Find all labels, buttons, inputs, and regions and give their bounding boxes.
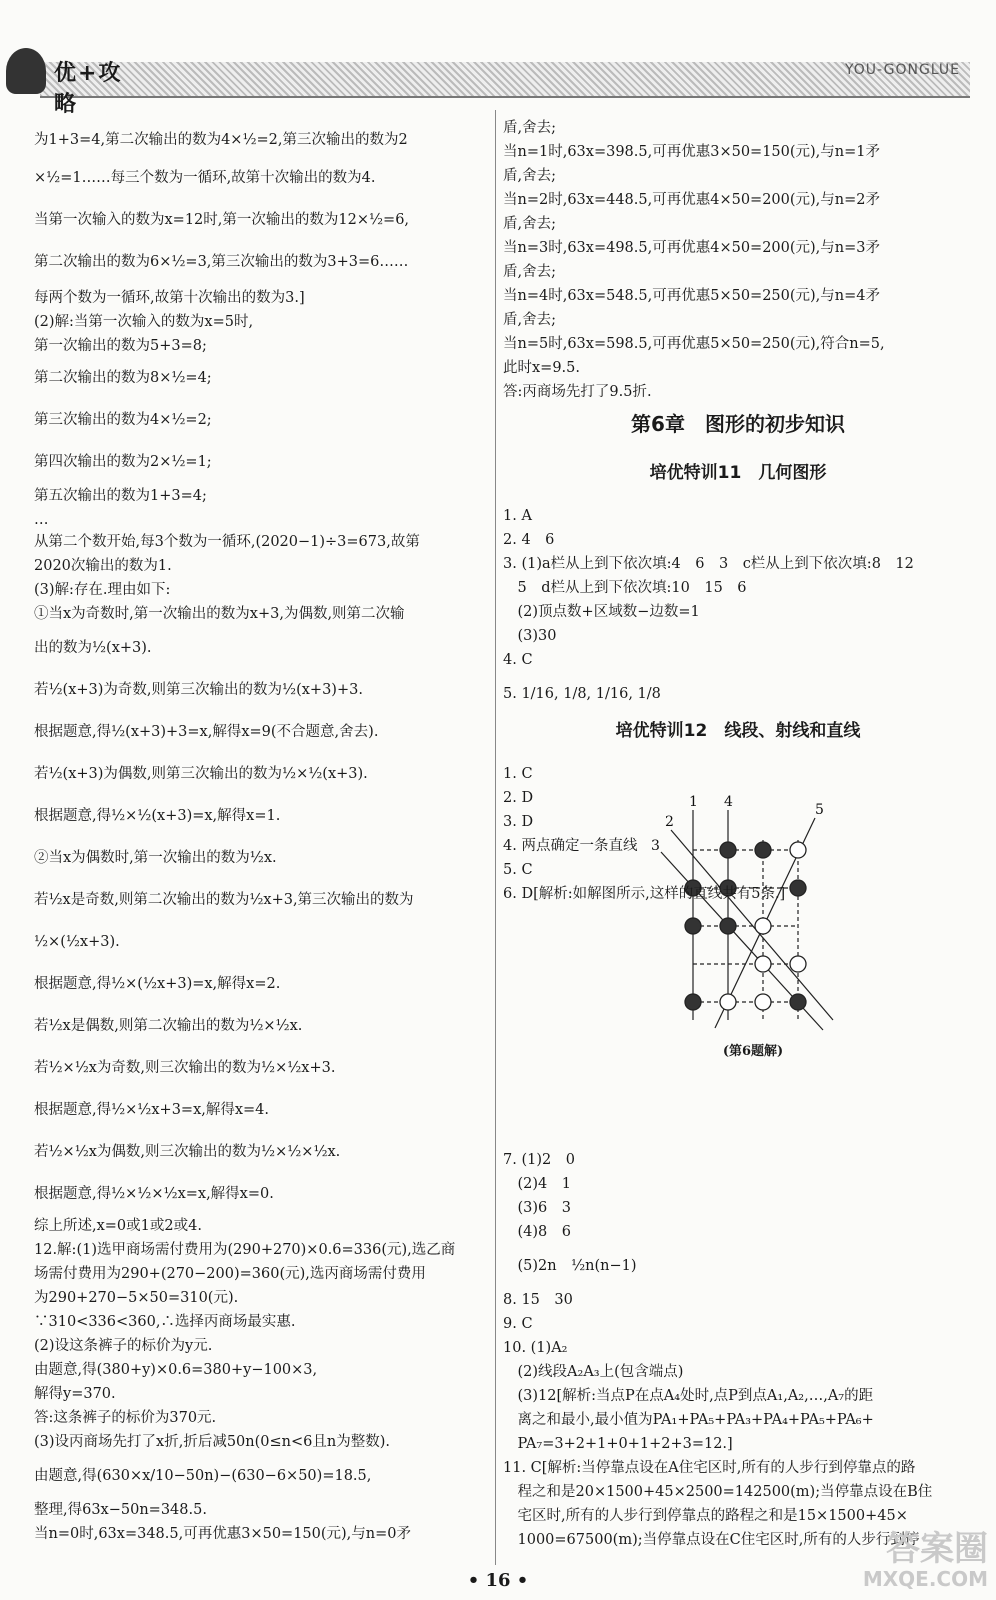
page-number: • 16 •	[467, 1570, 529, 1591]
text-line: 当n=0时,63x=348.5,可再优惠3×50=150(元),与n=0矛	[34, 1526, 412, 1542]
text-line: 当n=3时,63x=498.5,可再优惠4×50=200(元),与n=3矛	[503, 240, 881, 256]
text-line: 综上所述,x=0或1或2或4.	[34, 1218, 202, 1234]
text-line: 由题意,得(380+y)×0.6=380+y−100×3,	[34, 1362, 318, 1378]
text-line: (3)设丙商场先打了x折,折后减50n(0≤n<6且n为整数).	[34, 1434, 390, 1450]
text-line: 1000=67500(m);当停靠点设在C住宅区时,所有的人步行到停	[503, 1532, 920, 1548]
watermark-text: 答案圈	[886, 1529, 988, 1569]
text-line: 盾,舍去;	[503, 264, 556, 280]
text-line: 5. C	[503, 862, 533, 878]
page-header	[0, 0, 996, 117]
text-line: 宅区时,所有的人步行到停靠点的路程之和是15×1500+45×	[503, 1508, 908, 1524]
text-line: ½×(½x+3).	[34, 934, 120, 950]
text-line: (3)12[解析:当点P在点A₄处时,点P到点A₁,A₂,…,A₇的距	[503, 1388, 874, 1404]
text-line: …	[34, 512, 49, 528]
text-line: 3. (1)a栏从上到下依次填:4 6 3 c栏从上到下依次填:8 12	[503, 556, 914, 572]
text-line: 从第二个数开始,每3个数为一循环,(2020−1)÷3=673,故第	[34, 534, 420, 550]
text-line: 1. A	[503, 508, 532, 524]
text-line: (2)线段A₂A₃上(包含端点)	[503, 1364, 684, 1380]
text-line: 为1+3=4,第二次输出的数为4×½=2,第三次输出的数为2	[34, 132, 408, 148]
chapter-title: 第6章 图形的初步知识	[631, 412, 845, 436]
text-line: 盾,舍去;	[503, 120, 556, 136]
text-line: (2)解:当第一次输入的数为x=5时,	[34, 314, 254, 330]
text-line: 离之和最小,最小值为PA₁+PA₅+PA₃+PA₄+PA₅+PA₆+	[503, 1412, 874, 1428]
text-line: 2. D	[503, 790, 534, 806]
text-line: 6. D[解析:如解图所示,这样的直线共有5条.]	[503, 886, 786, 902]
text-line: 若½×½x为偶数,则三次输出的数为½×½×½x.	[34, 1144, 341, 1160]
figure-label: 1	[689, 794, 698, 810]
logo-text: 优+攻略	[54, 61, 123, 117]
text-line: 由题意,得(630×x/10−50n)−(630−6×50)=18.5,	[34, 1468, 372, 1484]
text-line: 7. (1)2 0	[503, 1152, 575, 1168]
column-divider	[495, 110, 496, 1565]
text-line: 整理,得63x−50n=348.5.	[34, 1502, 207, 1518]
text-line: 根据题意,得½×½x+3=x,解得x=4.	[34, 1102, 270, 1118]
text-line: 9. C	[503, 1316, 533, 1332]
text-line: 5. 1/16, 1/8, 1/16, 1/8	[503, 686, 661, 702]
text-line: 根据题意,得½(x+3)+3=x,解得x=9(不合题意,舍去).	[34, 724, 379, 740]
watermark-url: MXQE.COM	[862, 1567, 988, 1591]
text-line: 第三次输出的数为4×½=2;	[34, 412, 212, 428]
text-line: 若½x是偶数,则第二次输出的数为½×½x.	[34, 1018, 303, 1034]
section-title-12: 培优特训12 线段、射线和直线	[615, 721, 861, 741]
figure-label: 5	[815, 802, 824, 818]
text-line: 答:丙商场先打了9.5折.	[503, 384, 652, 400]
text-line: (2)顶点数+区域数−边数=1	[503, 604, 700, 620]
text-line: PA₇=3+2+1+0+1+2+3=12.]	[503, 1436, 733, 1452]
text-line: ×½=1……每三个数为一循环,故第十次输出的数为4.	[34, 170, 376, 186]
section-title-11: 培优特训11 几何图形	[649, 463, 827, 483]
figure-label: 4	[724, 794, 733, 810]
text-line: 1. C	[503, 766, 533, 782]
text-line: (3)6 3	[503, 1200, 571, 1216]
text-line: (3)解:存在.理由如下:	[34, 582, 171, 598]
text-line: 12.解:(1)选甲商场需付费用为(290+270)×0.6=336(元),选乙商	[34, 1242, 456, 1258]
text-line: (2)4 1	[503, 1176, 571, 1192]
text-line: 11. C[解析:当停靠点设在A住宅区时,所有的人步行到停靠点的路	[503, 1460, 916, 1476]
text-line: 第二次输出的数为8×½=4;	[34, 370, 212, 386]
text-line: 解得y=370.	[34, 1386, 116, 1402]
text-line: 若½x是奇数,则第二次输出的数为½x+3,第三次输出的数为	[34, 892, 414, 908]
text-line: 若½×½x为奇数,则三次输出的数为½×½x+3.	[34, 1060, 336, 1076]
text-line: 10. (1)A₂	[503, 1340, 568, 1356]
text-line: 当n=1时,63x=398.5,可再优惠3×50=150(元),与n=1矛	[503, 144, 881, 160]
text-line: ∵310<336<360,∴选择丙商场最实惠.	[34, 1314, 296, 1330]
watermark	[862, 1529, 988, 1594]
text-line: (5)2n ½n(n−1)	[503, 1258, 637, 1274]
text-line: 第五次输出的数为1+3=4;	[34, 488, 207, 504]
text-line: 根据题意,得½×½×½x=x,解得x=0.	[34, 1186, 274, 1202]
text-line: 2020次输出的数为1.	[34, 558, 172, 574]
text-line: (3)30	[503, 628, 557, 644]
text-line: 8. 15 30	[503, 1292, 573, 1308]
text-line: (2)设这条裤子的标价为y元.	[34, 1338, 213, 1354]
text-line: 场需付费用为290+(270−200)=360(元),选丙商场需付费用	[34, 1266, 426, 1282]
text-line: 当n=5时,63x=598.5,可再优惠5×50=250(元),符合n=5,	[503, 336, 885, 352]
text-line: 4. 两点确定一条直线	[503, 838, 638, 854]
text-line: 4. C	[503, 652, 533, 668]
text-line: 根据题意,得½×½(x+3)=x,解得x=1.	[34, 808, 281, 824]
text-line: 答:这条裤子的标价为370元.	[34, 1410, 217, 1426]
text-line: 出的数为½(x+3).	[34, 640, 152, 656]
text-line: 若½(x+3)为偶数,则第三次输出的数为½×½(x+3).	[34, 766, 368, 782]
text-line: 第二次输出的数为6×½=3,第三次输出的数为3+3=6……	[34, 254, 409, 270]
text-line: 为290+270−5×50=310(元).	[34, 1290, 239, 1306]
text-line: 盾,舍去;	[503, 216, 556, 232]
text-line: 当n=4时,63x=548.5,可再优惠5×50=250(元),与n=4矛	[503, 288, 881, 304]
text-line: 盾,舍去;	[503, 312, 556, 328]
problem6-figure	[643, 790, 863, 1040]
figure-label: 3	[651, 838, 660, 854]
brand-logo	[6, 40, 136, 117]
text-line: 3. D	[503, 814, 534, 830]
header-band	[40, 62, 970, 98]
text-line: 若½(x+3)为奇数,则第三次输出的数为½(x+3)+3.	[34, 682, 363, 698]
text-line: 第一次输出的数为5+3=8;	[34, 338, 207, 354]
text-line: ②当x为偶数时,第一次输出的数为½x.	[34, 850, 277, 866]
mascot-icon	[6, 48, 46, 94]
text-line: 第四次输出的数为2×½=1;	[34, 454, 212, 470]
text-line: 程之和是20×1500+45×2500=142500(m);当停靠点设在B住	[503, 1484, 933, 1500]
text-line: 当第一次输入的数为x=12时,第一次输出的数为12×½=6,	[34, 212, 410, 228]
text-line: 5 d栏从上到下依次填:10 15 6	[503, 580, 747, 596]
text-line: 每两个数为一循环,故第十次输出的数为3.]	[34, 290, 305, 306]
text-line: 根据题意,得½×(½x+3)=x,解得x=2.	[34, 976, 281, 992]
text-line: 当n=2时,63x=448.5,可再优惠4×50=200(元),与n=2矛	[503, 192, 881, 208]
text-line: 此时x=9.5.	[503, 360, 580, 376]
text-line: ①当x为奇数时,第一次输出的数为x+3,为偶数,则第二次输	[34, 606, 405, 622]
text-line: 盾,舍去;	[503, 168, 556, 184]
figure-caption: (第6题解)	[722, 1044, 784, 1059]
figure-label: 2	[665, 814, 674, 830]
brand-text: YOU-GONGLUE	[844, 62, 960, 78]
text-line: 2. 4 6	[503, 532, 555, 548]
text-line: (4)8 6	[503, 1224, 571, 1240]
